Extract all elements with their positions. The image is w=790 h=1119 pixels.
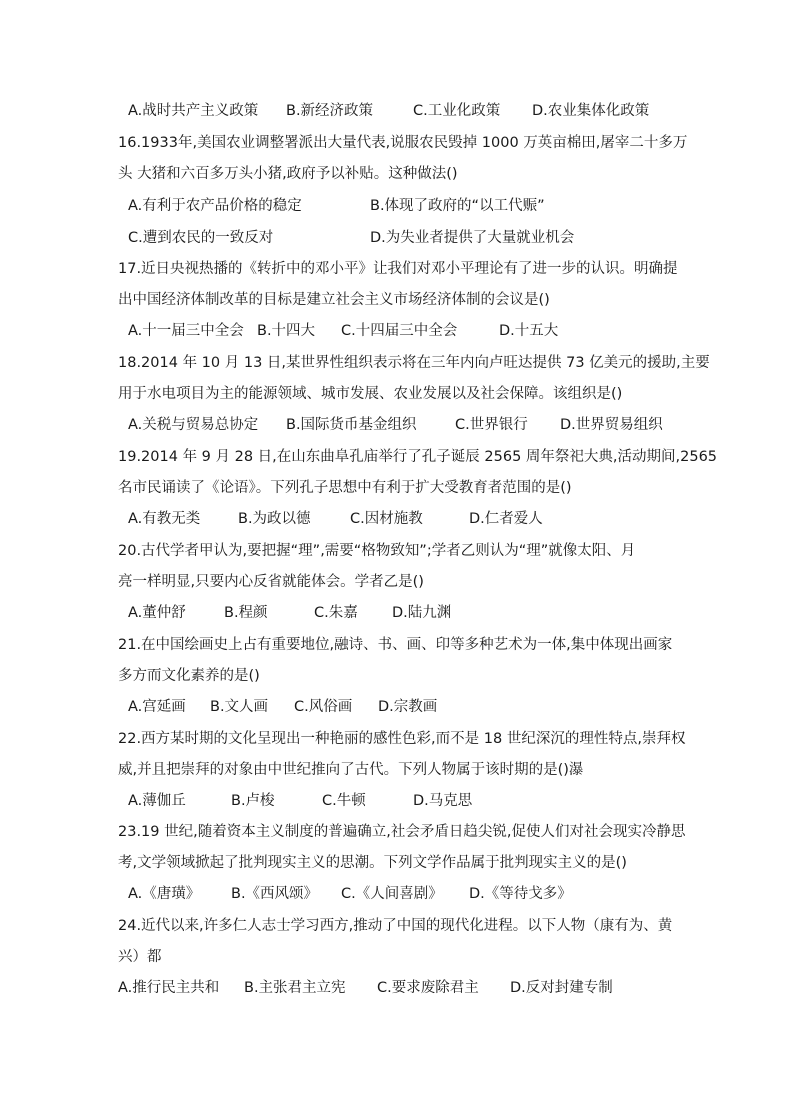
- q16-options-row2: [128, 228, 688, 248]
- q21-option-a: A.宫延画: [128, 699, 186, 715]
- q24-options: [118, 978, 688, 998]
- q23-stem-line-1: 23.19 世纪,随着资本主义制度的普遍确立,社会矛盾日趋尖锐,促使人们对社会现实冷静思: [118, 824, 686, 840]
- q23-stem-line-2: 考,文学领域掀起了批判现实主义的思潮。下列文学作品属于批判现实主义的是(): [118, 855, 627, 871]
- q15-option-c: C.工业化政策: [413, 103, 501, 119]
- q22-option-a: A.薄伽丘: [128, 793, 186, 809]
- q24-stem-line-1: 24.近代以来,许多仁人志士学习西方,推动了中国的现代化进程。以下人物（康有为、黄: [118, 918, 673, 934]
- q16-option-a: A.有利于农产品价格的稳定: [128, 198, 302, 214]
- q19-options: [128, 509, 688, 529]
- q23-option-d: D.《等待戈多》: [469, 886, 572, 902]
- q22-stem-line-1: 22.西方某时期的文化呈现出一种艳丽的感性色彩,而不是 18 世纪深沉的理性特点,崇拜权: [118, 731, 686, 747]
- q24-stem-line-2: 兴）都: [118, 949, 162, 965]
- q20-stem-line-2: 亮一样明显,只要内心反省就能体会。学者乙是(): [118, 574, 424, 590]
- q21-stem-line-1: 21.在中国绘画史上占有重要地位,融诗、书、画、印等多种艺术为一体,集中体现出画家: [118, 637, 673, 653]
- q16-options: [128, 196, 688, 216]
- q22-option-b: B.卢梭: [231, 793, 275, 809]
- q16-option-b: B.体现了政府的“以工代赈”: [370, 198, 545, 214]
- q24-option-d: D.反对封建专制: [510, 980, 613, 996]
- q15-option-a: A.战时共产主义政策: [128, 103, 259, 119]
- q17-option-a: A.十一届三中全会: [128, 323, 244, 339]
- q22-option-d: D.马克思: [413, 793, 473, 809]
- q15-option-b: B.新经济政策: [286, 103, 374, 119]
- q15-option-d: D.农业集体化政策: [532, 103, 650, 119]
- q19-option-b: B.为政以德: [238, 511, 311, 527]
- q23-option-c: C.《人间喜剧》: [341, 886, 443, 902]
- q19-option-c: C.因材施教: [350, 511, 423, 527]
- q22-stem-line-2: 威,并且把崇拜的对象由中世纪推向了古代。下列人物属于该时期的是()瀑: [118, 762, 584, 778]
- q17-option-c: C.十四届三中全会: [341, 323, 458, 339]
- q16-option-c: C.遭到农民的一致反对: [128, 230, 274, 246]
- q23-option-b: B.《西风颂》: [231, 886, 319, 902]
- q19-stem-line-1: 19.2014 年 9 月 28 日,在山东曲阜孔庙举行了孔子诞辰 2565 周年祭祀大典,活动期间,2565: [118, 449, 718, 465]
- q23-options: [128, 884, 688, 904]
- q18-stem-line-1: 18.2014 年 10 月 13 日,某世界性组织表示将在三年内向卢旺达提供 73 亿美元的援助,主要: [118, 355, 710, 371]
- q19-option-a: A.有教无类: [128, 511, 201, 527]
- q16-stem-line-2: 头 大猪和六百多万头小猪,政府予以补贴。这种做法(): [118, 166, 458, 182]
- q17-option-b: B.十四大: [257, 323, 316, 339]
- q22-option-c: C.牛顿: [322, 793, 366, 809]
- q16-stem-line-1: 16.1933年,美国农业调整署派出大量代表,说服农民毁掉 1000 万英亩棉田,屠宰二十多万: [118, 135, 688, 151]
- q21-option-b: B.文人画: [210, 699, 269, 715]
- q20-stem-line-1: 20.古代学者甲认为,要把握“理”,需要“格物致知”;学者乙则认为“理”就像太阳、月: [118, 543, 636, 559]
- q20-option-d: D.陆九渊: [392, 605, 452, 621]
- q19-option-d: D.仁者爱人: [469, 511, 543, 527]
- q21-options: [128, 697, 688, 717]
- q16-option-d: D.为失业者提供了大量就业机会: [370, 230, 575, 246]
- q18-option-c: C.世界银行: [455, 417, 528, 433]
- q22-options: [128, 791, 688, 811]
- q23-option-a: A.《唐璜》: [128, 886, 201, 902]
- q17-options: [128, 321, 688, 341]
- q19-stem-line-2: 名市民诵读了《论语》。下列孔子思想中有利于扩大受教育者范围的是(): [118, 480, 572, 496]
- q24-option-b: B.主张君主立宪: [244, 980, 346, 996]
- q20-option-a: A.董仲舒: [128, 605, 186, 621]
- q20-options: [128, 603, 688, 623]
- q17-stem-line-1: 17.近日央视热播的《转折中的邓小平》让我们对邓小平理论有了进一步的认识。明确提: [118, 261, 678, 277]
- q17-stem-line-2: 出中国经济体制改革的目标是建立社会主义市场经济体制的会议是(): [118, 292, 550, 308]
- q17-option-d: D.十五大: [499, 323, 559, 339]
- q24-option-a: A.推行民主共和: [118, 980, 220, 996]
- q15-options: [128, 101, 688, 121]
- q18-option-a: A.关税与贸易总协定: [128, 417, 259, 433]
- q18-option-d: D.世界贸易组织: [560, 417, 663, 433]
- q24-option-c: C.要求废除君主: [377, 980, 479, 996]
- q18-option-b: B.国际货币基金组织: [286, 417, 417, 433]
- q18-options: [128, 415, 688, 435]
- q18-stem-line-2: 用于水电项目为主的能源领域、城市发展、农业发展以及社会保障。该组织是(): [118, 386, 623, 402]
- q21-stem-line-2: 多方而文化素养的是(): [118, 668, 260, 684]
- q21-option-d: D.宗教画: [378, 699, 438, 715]
- q20-option-b: B.程颜: [224, 605, 268, 621]
- q20-option-c: C.朱嘉: [314, 605, 358, 621]
- q21-option-c: C.风俗画: [294, 699, 353, 715]
